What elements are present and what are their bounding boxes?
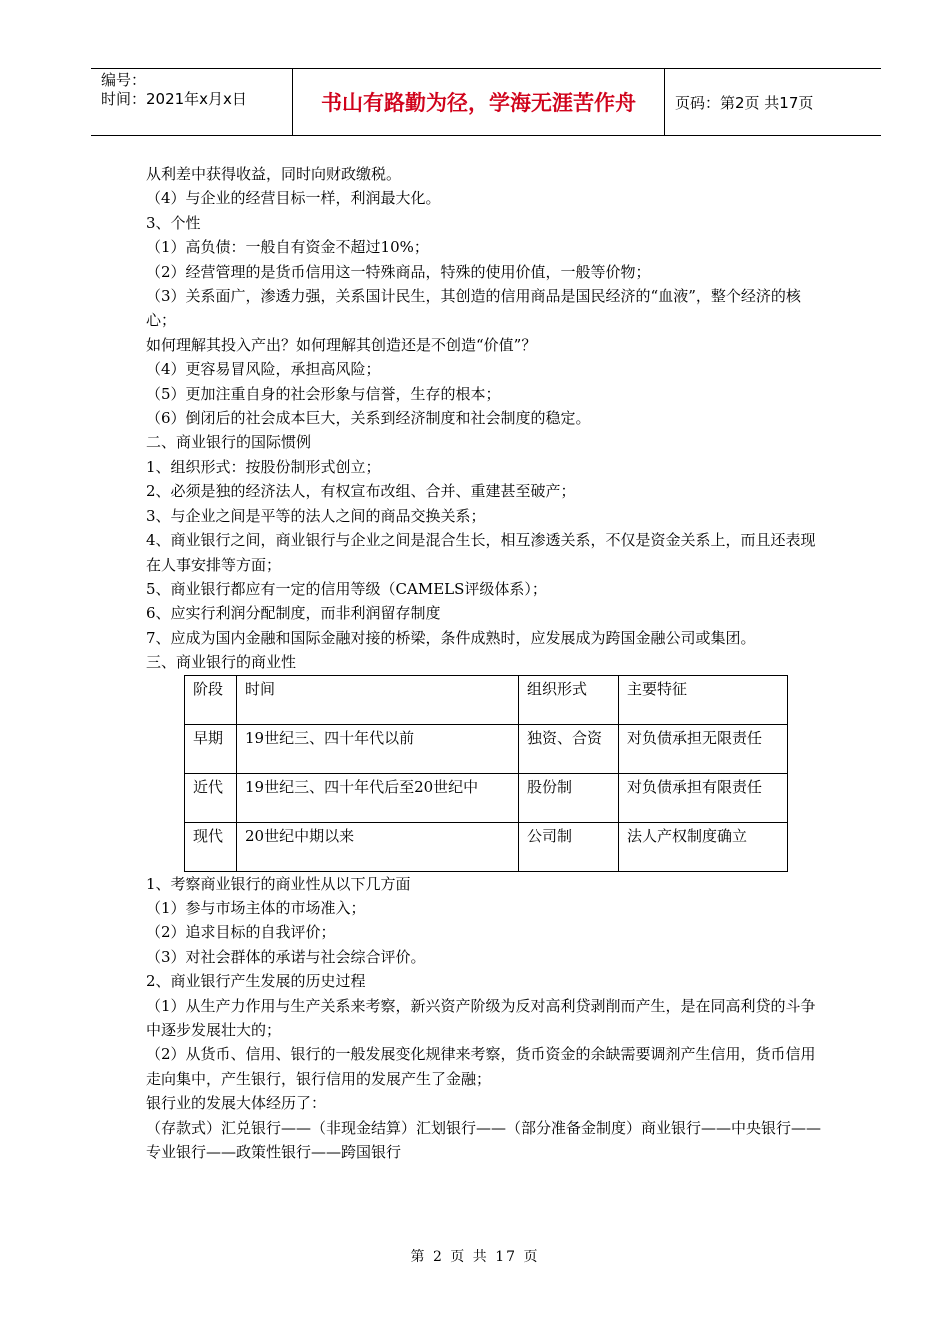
paragraph: （2）从货币、信用、银行的一般发展变化规律来考察，货币资金的余缺需要调剂产生信用，货币信用走向集中，产生银行，银行信用的发展产生了金融； [146,1045,816,1088]
paragraph: 6、应实行利润分配制度，而非利润留存制度 [146,604,441,623]
table-row [185,724,788,773]
table-cell: 对负债承担有限责任 [619,773,788,822]
document-body [146,162,830,1164]
section-heading: 二、商业银行的国际惯例 [146,433,312,452]
table-cell: 现代 [185,822,237,871]
section-heading: 三、商业银行的商业性 [146,653,297,672]
page-footer: 第 2 页 共 17 页 [410,1249,540,1265]
paragraph: 5、商业银行都应有一定的信用等级（CAMELS评级体系）； [146,579,547,598]
table-cell: 组织形式 [519,675,619,724]
table-cell: 20世纪中期以来 [237,822,519,871]
paragraph: （4）更容易冒风险，承担高风险； [146,360,381,379]
table-row [185,773,788,822]
header-meta [91,69,293,135]
paragraphs-top [146,162,830,675]
paragraphs-bottom [146,872,830,1165]
table-cell: 公司制 [519,822,619,871]
table-cell: 时间 [237,675,519,724]
document-number: 编号： [101,71,147,89]
table-cell: 早期 [185,724,237,773]
document-time: 时间：2021年x月x日 [101,90,247,108]
paragraph: （存款式）汇兑银行——（非现金结算）汇划银行——（部分准备金制度）商业银行——中央银行——专业银行——政策性银行——跨国银行 [146,1118,822,1161]
table-cell: 股份制 [519,773,619,822]
paragraph: （5）更加注重自身的社会形象与信誉，生存的根本； [146,384,501,403]
table-cell: 法人产权制度确立 [619,822,788,871]
table-cell: 19世纪三、四十年代后至20世纪中 [237,773,519,822]
paragraph: （3）关系面广，渗透力强，关系国计民生，其创造的信用商品是国民经济的“血液”，整个经济的核心； [146,287,801,330]
paragraph: 1、组织形式：按股份制形式创立； [146,457,381,476]
table-cell: 对负债承担无限责任 [619,724,788,773]
paragraph: （1）从生产力作用与生产关系来考察，新兴资产阶级为反对高利贷剥削而产生，是在同高利贷的斗争中逐步发展壮大的； [146,996,816,1039]
table-cell: 主要特征 [619,675,788,724]
paragraph: （2）追求目标的自我评价； [146,923,336,942]
paragraph: 从利差中获得收益，同时向财政缴税。 [146,165,402,183]
paragraph: 如何理解其投入产出？如何理解其创造还是不创造“价值”？ [146,335,537,354]
paragraph: （6）倒闭后的社会成本巨大，关系到经济制度和社会制度的稳定。 [146,409,591,428]
table-cell: 独资、合资 [519,724,619,773]
paragraph: （4）与企业的经营目标一样，利润最大化。 [146,189,441,208]
table-cell: 阶段 [185,675,237,724]
section-heading: 2、商业银行产生发展的历史过程 [146,972,366,991]
table-cell: 19世纪三、四十年代以前 [237,724,519,773]
paragraph: 银行业的发展大体经历了： [146,1094,327,1113]
header-page-number: 页码：第2页 共17页 [675,93,814,112]
paragraph: （2）经营管理的是货币信用这一特殊商品，特殊的使用价值，一般等价物； [146,262,651,281]
paragraph: （1）高负债：一般自有资金不超过10%； [146,238,429,257]
header-motto: 书山有路勤为径，学海无涯苦作舟 [293,69,665,135]
paragraph: 3、与企业之间是平等的法人之间的商品交换关系； [146,506,486,525]
page-header [91,68,881,136]
section-heading: 3、个性 [146,213,201,232]
table-header-row [185,675,788,724]
bank-stages-table [184,675,788,872]
paragraph: 2、必须是独的经济法人，有权宣布改组、合并、重建甚至破产； [146,482,576,501]
paragraph: 7、应成为国内金融和国际金融对接的桥梁，条件成熟时，应发展成为跨国金融公司或集团。 [146,628,756,647]
paragraph: 1、考察商业银行的商业性从以下几方面 [146,874,411,893]
table-cell: 近代 [185,773,237,822]
paragraph: 4、商业银行之间，商业银行与企业之间是混合生长，相互渗透关系，不仅是资金关系上，而且还表现在人事安排等方面； [146,531,816,574]
paragraph: （3）对社会群体的承诺与社会综合评价。 [146,947,426,966]
table-row [185,822,788,871]
paragraph: （1）参与市场主体的市场准入； [146,898,366,917]
